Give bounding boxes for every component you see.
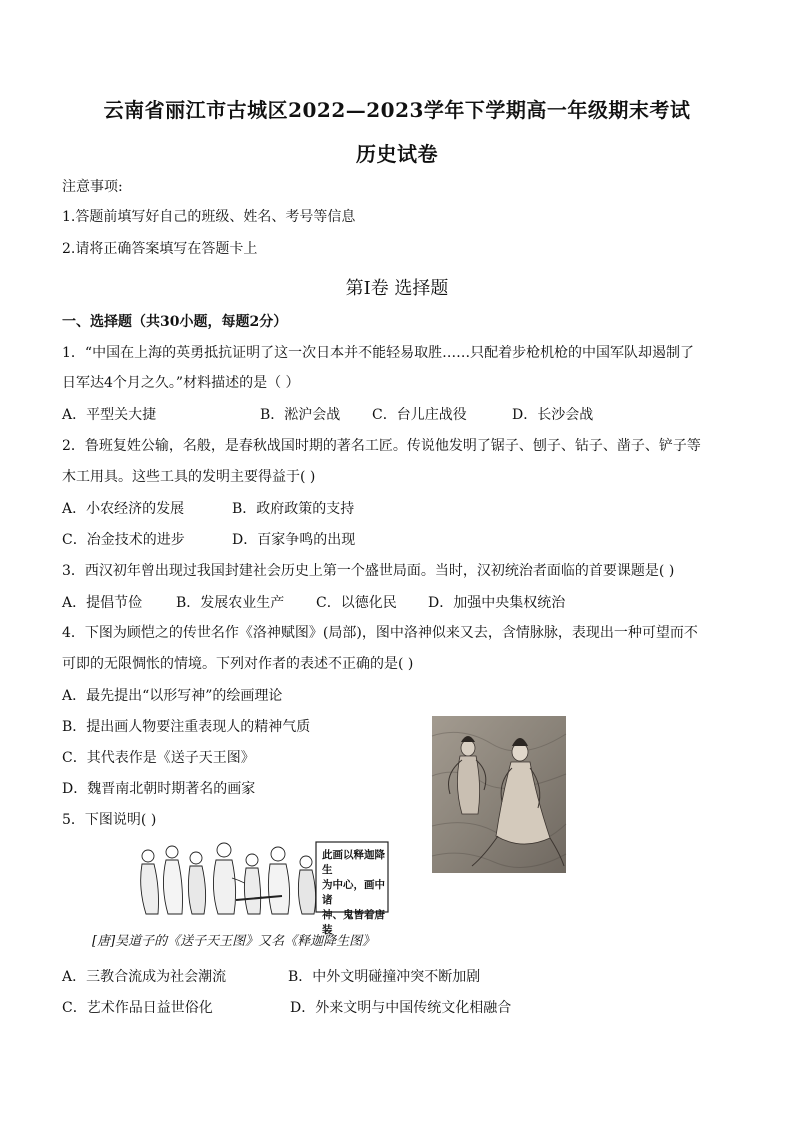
question-3-option-c: C．以德化民 (316, 595, 397, 611)
question-5-option-a: A．三教合流成为社会潮流 (62, 969, 227, 985)
question-1-option-c: C．台儿庄战役 (372, 407, 467, 423)
figure-note-text (322, 848, 386, 938)
part-heading: 一、选择题（共30小题，每题2分） (62, 314, 288, 330)
question-2-option-b: B．政府政策的支持 (232, 501, 355, 517)
section-title: 第Ⅰ卷 选择题 (345, 278, 449, 299)
figure-note-line: 神、鬼皆着唐装 (322, 909, 385, 936)
question-4-option-d: D．魏晋南北朝时期著名的画家 (62, 781, 256, 797)
question-4-option-b: B．提出画人物要注重表现人的精神气质 (62, 719, 311, 735)
question-3-stem-line: 3．西汉初年曾出现过我国封建社会历史上第一个盛世局面。当时，汉初统治者面临的首要课题是( ) (62, 563, 675, 579)
buddha-birth-illustration (132, 838, 390, 936)
question-3-option-d: D．加强中央集权统治 (428, 595, 566, 611)
question-5-option-c: C．艺术作品日益世俗化 (62, 1000, 213, 1016)
question-1-option-b: B．淞沪会战 (260, 407, 341, 423)
notice-item: 1.答题前填写好自己的班级、姓名、考号等信息 (62, 209, 356, 225)
question-1-stem-line: 1．“中国在上海的英勇抵抗证明了这一次日本并不能轻易取胜……只配着步枪机枪的中国军队却遏制了 (62, 345, 695, 361)
figure-note-line: 此画以释迦降生 (322, 849, 385, 876)
figure-caption: [唐]吴道子的《送子天王图》又名《释迦降生图》 (92, 934, 376, 949)
question-4-option-a: A．最先提出“以形写神”的绘画理论 (62, 688, 283, 704)
question-2-option-c: C．冶金技术的进步 (62, 532, 185, 548)
question-1-stem-line: 日军达4个月之久。”材料描述的是（ ） (62, 375, 300, 391)
luoshen-painting-drawing (432, 716, 566, 873)
question-2-option-d: D．百家争鸣的出现 (232, 532, 356, 548)
question-4-option-c: C．其代表作是《送子天王图》 (62, 750, 255, 766)
question-2-stem-line: 木工用具。这些工具的发明主要得益于( ) (62, 469, 316, 485)
question-5-option-b: B．中外文明碰撞冲突不断加剧 (288, 969, 481, 985)
question-2-option-a: A．小农经济的发展 (62, 501, 185, 517)
question-1-option-a: A．平型关大捷 (62, 407, 157, 423)
question-5-option-d: D．外来文明与中国传统文化相融合 (290, 1000, 512, 1016)
notice-item: 2.请将正确答案填写在答题卡上 (62, 241, 258, 257)
question-4-stem-line: 可即的无限惆怅的情境。下列对作者的表述不正确的是( ) (62, 656, 414, 672)
question-3-option-b: B．发展农业生产 (176, 595, 285, 611)
notice-label: 注意事项: (62, 179, 123, 195)
question-1-option-d: D．长沙会战 (512, 407, 594, 423)
exam-subtitle: 历史试卷 (356, 142, 438, 166)
question-3-option-a: A．提倡节俭 (62, 595, 143, 611)
figure-note-line: 为中心，画中诸 (322, 879, 385, 906)
question-4-stem-line: 4．下图为顾恺之的传世名作《洛神赋图》(局部)，图中洛神似来又去，含情脉脉，表现出一种可望而不 (62, 625, 698, 641)
question-2-stem-line: 2．鲁班复姓公输，名般，是春秋战国时期的著名工匠。传说他发明了锯子、刨子、钻子、凿子、铲子等 (62, 438, 701, 454)
exam-title: 云南省丽江市古城区2022—2023学年下学期高一年级期末考试 (103, 98, 691, 122)
question-5-stem-line: 5．下图说明( ) (62, 812, 157, 828)
luoshen-painting-image (432, 716, 566, 873)
